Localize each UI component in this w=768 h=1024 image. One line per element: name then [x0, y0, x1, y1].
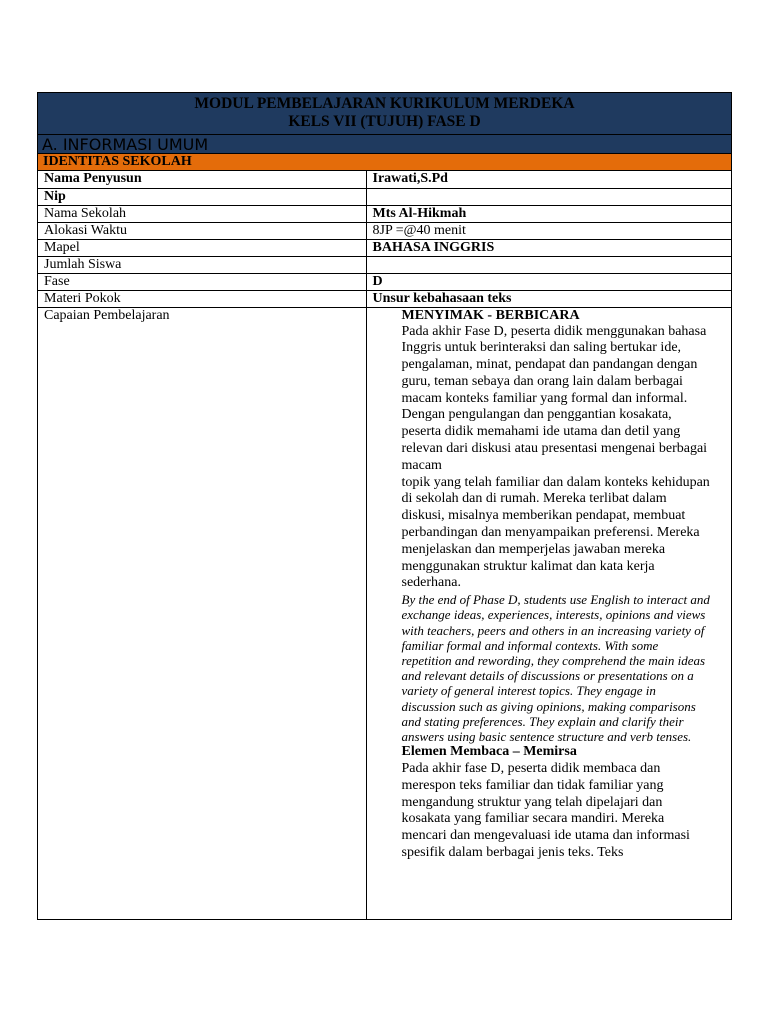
table-row — [38, 205, 731, 222]
row-value — [366, 256, 731, 273]
element-heading: Elemen Membaca – Memirsa — [401, 744, 577, 760]
table-row — [38, 222, 731, 239]
section-heading: A. INFORMASI UMUM — [38, 135, 731, 154]
table-row-capaian — [38, 307, 731, 919]
identity-heading: IDENTITAS SEKOLAH — [38, 154, 731, 171]
table-row — [38, 273, 731, 290]
row-label: Nip — [38, 188, 366, 205]
table-row — [38, 171, 731, 188]
row-value: Mts Al-Hikmah — [366, 205, 731, 222]
capaian-label: Capaian Pembelajaran — [38, 307, 366, 919]
row-value: Unsur kebahasaan teks — [366, 290, 731, 307]
row-label: Nama Penyusun — [38, 171, 366, 188]
table-row — [38, 239, 731, 256]
row-label: Mapel — [38, 239, 366, 256]
paragraph-english: By the end of Phase D, students use English to interact and exchange ideas, experiences, interests, opinions and views with teachers, peers and others in an increasing variety of familiar formal and informal contexts. With some repetition and rewording, they comprehend the main ideas and relevant details of discussions or presentations on a variety of general interest topics. They engage in discussion such as giving opinions, making comparisons and stating preferences. They explain and clarify their answers using basic sentence structure and verb tenses. — [401, 592, 710, 745]
row-value: Irawati,S.Pd — [366, 171, 731, 188]
title-line-1: MODUL PEMBELAJARAN KURIKULUM MERDEKA — [194, 95, 575, 112]
row-value: BAHASA INGGRIS — [366, 239, 731, 256]
table-row — [38, 290, 731, 307]
row-value — [366, 188, 731, 205]
row-label: Alokasi Waktu — [38, 222, 366, 239]
title-line-2: KELS VII (TUJUH) FASE D — [288, 113, 481, 130]
table-row — [38, 188, 731, 205]
row-label: Materi Pokok — [38, 290, 366, 307]
paragraph-membaca: Pada akhir fase D, peserta didik membaca dan merespon teks familiar dan tidak familiar yang mengandung struktur yang telah dipelajari dan kosakata yang familiar secara mandiri. Mereka mencari dan mengevaluasi ide utama dan informasi spesifik dalam berbagai jenis teks. Teks — [401, 761, 690, 861]
info-table — [38, 171, 731, 919]
row-label: Fase — [38, 273, 366, 290]
row-label: Jumlah Siswa — [38, 256, 366, 273]
paragraph-indonesian-2: topik yang telah familiar dan dalam konteks kehidupan di sekolah dan di rumah. Mereka terlibat dalam diskusi, misalnya memberikan pendapat, membuat perbandingan dan menyampaikan preferensi. Mereka menjelaskan dan memperjelas jawaban mereka menggunakan struktur kalimat dan kata kerja sederhana. — [401, 474, 710, 591]
row-value: 8JP =@40 menit — [366, 222, 731, 239]
document-table — [37, 92, 732, 920]
module-title — [38, 93, 731, 135]
row-value: D — [366, 273, 731, 290]
capaian-body — [402, 324, 712, 862]
paragraph-indonesian-1: Pada akhir Fase D, peserta didik menggunakan bahasa Inggris untuk berinteraksi dan saling bertukar ide, pengalaman, minat, pendapat dan pandangan dengan guru, teman sebaya dan orang lain dalam berbagai macam konteks familiar yang formal dan informal. Dengan pengulangan dan penggantian kosakata, peserta didik memahami ide utama dan detil yang relevan dari diskusi atau presentasi mengenai berbagai macam — [401, 323, 708, 473]
capaian-content — [366, 307, 731, 919]
capaian-heading: MENYIMAK - BERBICARA — [401, 307, 580, 323]
row-label: Nama Sekolah — [38, 205, 366, 222]
table-row — [38, 256, 731, 273]
